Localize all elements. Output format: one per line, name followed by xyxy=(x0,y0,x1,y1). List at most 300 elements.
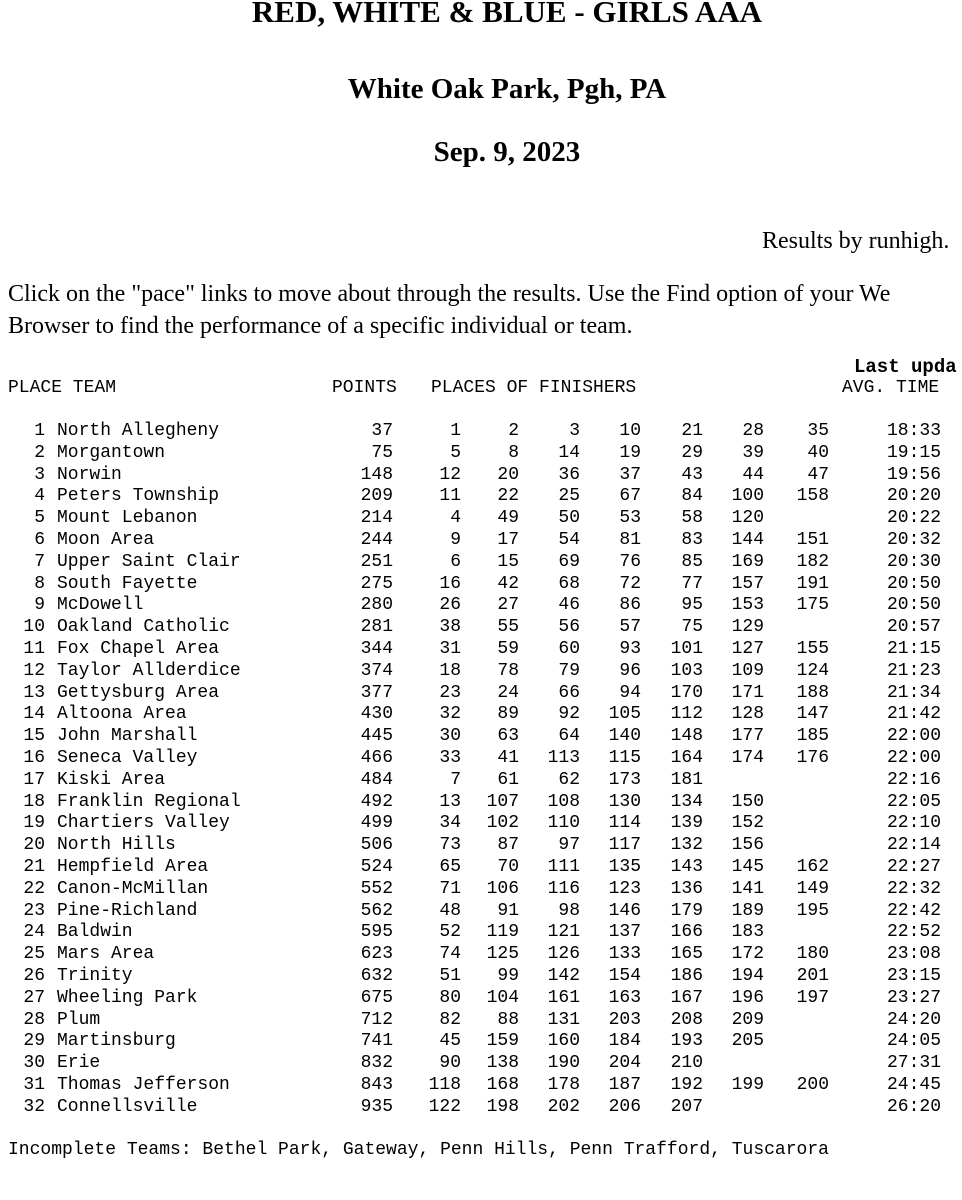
finisher-place: 192 xyxy=(670,1074,703,1095)
finisher-place: 159 xyxy=(486,1031,519,1052)
team-name: John Marshall xyxy=(57,726,198,747)
finisher-place: 80 xyxy=(439,987,461,1008)
team-points: 623 xyxy=(360,944,393,965)
team-place: 12 xyxy=(23,660,45,681)
team-points: 214 xyxy=(360,508,393,529)
team-name: Connellsville xyxy=(57,1096,198,1117)
team-place: 22 xyxy=(23,878,45,899)
finisher-place: 206 xyxy=(608,1096,641,1117)
team-points: 595 xyxy=(360,922,393,943)
finisher-place: 19 xyxy=(619,442,641,463)
finisher-place: 15 xyxy=(497,551,519,572)
finisher-place: 31 xyxy=(439,638,461,659)
finisher-place: 62 xyxy=(558,769,580,790)
team-avg-time: 22:00 xyxy=(886,726,941,747)
finisher-place: 23 xyxy=(439,682,461,703)
finisher-place: 38 xyxy=(439,617,461,638)
team-avg-time: 21:23 xyxy=(886,660,941,681)
table-row xyxy=(0,879,962,901)
instructions xyxy=(8,278,962,342)
table-row xyxy=(0,1097,962,1119)
team-name: Martinsburg xyxy=(57,1031,176,1052)
team-place: 17 xyxy=(23,769,45,790)
team-place: 27 xyxy=(23,987,45,1008)
finisher-place: 29 xyxy=(681,442,703,463)
finisher-place: 12 xyxy=(439,464,461,485)
finisher-place: 13 xyxy=(439,791,461,812)
finisher-place: 57 xyxy=(619,617,641,638)
finisher-place: 7 xyxy=(450,769,461,790)
finisher-place: 98 xyxy=(558,900,580,921)
finisher-place: 3 xyxy=(569,421,580,441)
table-row xyxy=(0,901,962,923)
finisher-place: 49 xyxy=(497,508,519,529)
team-avg-time: 23:27 xyxy=(886,987,941,1008)
finisher-place: 190 xyxy=(547,1053,580,1074)
finisher-place: 95 xyxy=(681,595,703,616)
finisher-place: 196 xyxy=(731,987,764,1008)
finisher-place: 109 xyxy=(731,660,764,681)
finisher-place: 124 xyxy=(796,660,829,681)
finisher-place: 135 xyxy=(608,856,641,877)
finisher-place: 104 xyxy=(486,987,519,1008)
table-row xyxy=(0,770,962,792)
finisher-place: 27 xyxy=(497,595,519,616)
table-row xyxy=(0,574,962,596)
finisher-place: 138 xyxy=(486,1053,519,1074)
finisher-place: 147 xyxy=(796,704,829,725)
team-points: 430 xyxy=(360,704,393,725)
team-place: 6 xyxy=(34,529,45,550)
team-points: 632 xyxy=(360,965,393,986)
instructions-line-2: Browser to find the performance of a specific individual or team. xyxy=(8,313,633,339)
finisher-place: 88 xyxy=(497,1009,519,1030)
table-row xyxy=(0,486,962,508)
finisher-place: 182 xyxy=(796,551,829,572)
team-avg-time: 19:56 xyxy=(886,464,941,485)
finisher-place: 100 xyxy=(731,486,764,507)
team-name: South Fayette xyxy=(57,573,198,594)
finisher-place: 64 xyxy=(558,726,580,747)
team-points: 209 xyxy=(360,486,393,507)
finisher-place: 179 xyxy=(670,900,703,921)
team-avg-time: 20:30 xyxy=(886,551,941,572)
finisher-place: 123 xyxy=(608,878,641,899)
finisher-place: 89 xyxy=(497,704,519,725)
team-place: 8 xyxy=(34,573,45,594)
team-points: 712 xyxy=(360,1009,393,1030)
finisher-place: 146 xyxy=(608,900,641,921)
finisher-place: 191 xyxy=(796,573,829,594)
finisher-place: 145 xyxy=(731,856,764,877)
team-name: Oakland Catholic xyxy=(57,617,230,638)
finisher-place: 77 xyxy=(681,573,703,594)
table-row xyxy=(0,530,962,552)
finisher-place: 11 xyxy=(439,486,461,507)
column-header-avg-time: AVG. TIME xyxy=(842,378,940,398)
team-points: 466 xyxy=(360,747,393,768)
finisher-place: 58 xyxy=(681,508,703,529)
team-avg-time: 27:31 xyxy=(886,1053,941,1074)
finisher-place: 34 xyxy=(439,813,461,834)
incomplete-teams: Incomplete Teams: Bethel Park, Gateway, Penn Hills, Penn Trafford, Tuscarora xyxy=(8,1140,829,1160)
team-points: 445 xyxy=(360,726,393,747)
team-points: 562 xyxy=(360,900,393,921)
team-avg-time: 22:14 xyxy=(886,835,941,856)
column-header-points: POINTS xyxy=(332,378,397,398)
team-points: 374 xyxy=(360,660,393,681)
finisher-place: 163 xyxy=(608,987,641,1008)
team-place: 14 xyxy=(23,704,45,725)
finisher-place: 76 xyxy=(619,551,641,572)
table-row xyxy=(0,1053,962,1075)
finisher-place: 60 xyxy=(558,638,580,659)
finisher-place: 39 xyxy=(742,442,764,463)
team-name: Mount Lebanon xyxy=(57,508,198,529)
team-points: 832 xyxy=(360,1053,393,1074)
team-points: 506 xyxy=(360,835,393,856)
team-avg-time: 23:15 xyxy=(886,965,941,986)
team-place: 30 xyxy=(23,1053,45,1074)
finisher-place: 155 xyxy=(796,638,829,659)
finisher-place: 65 xyxy=(439,856,461,877)
finisher-place: 122 xyxy=(428,1096,461,1117)
finisher-place: 166 xyxy=(670,922,703,943)
team-points: 251 xyxy=(360,551,393,572)
team-avg-time: 22:16 xyxy=(886,769,941,790)
finisher-place: 158 xyxy=(796,486,829,507)
finisher-place: 56 xyxy=(558,617,580,638)
finisher-place: 40 xyxy=(807,442,829,463)
finisher-place: 113 xyxy=(547,747,580,768)
finisher-place: 69 xyxy=(558,551,580,572)
finisher-place: 181 xyxy=(670,769,703,790)
finisher-place: 103 xyxy=(670,660,703,681)
team-name: Peters Township xyxy=(57,486,220,507)
team-avg-time: 21:15 xyxy=(886,638,941,659)
team-avg-time: 22:10 xyxy=(886,813,941,834)
finisher-place: 169 xyxy=(731,551,764,572)
finisher-place: 137 xyxy=(608,922,641,943)
team-place: 24 xyxy=(23,922,45,943)
team-name: Plum xyxy=(57,1009,101,1030)
finisher-place: 101 xyxy=(670,638,703,659)
finisher-place: 162 xyxy=(796,856,829,877)
finisher-place: 41 xyxy=(497,747,519,768)
table-row xyxy=(0,421,962,443)
finisher-place: 84 xyxy=(681,486,703,507)
team-place: 29 xyxy=(23,1031,45,1052)
table-row xyxy=(0,508,962,530)
table-row xyxy=(0,835,962,857)
team-name: Altoona Area xyxy=(57,704,187,725)
finisher-place: 59 xyxy=(497,638,519,659)
finisher-place: 111 xyxy=(547,856,580,877)
team-place: 26 xyxy=(23,965,45,986)
finisher-place: 186 xyxy=(670,965,703,986)
team-avg-time: 20:32 xyxy=(886,529,941,550)
team-avg-time: 21:42 xyxy=(886,704,941,725)
finisher-place: 154 xyxy=(608,965,641,986)
team-points: 675 xyxy=(360,987,393,1008)
finisher-place: 164 xyxy=(670,747,703,768)
team-name: Wheeling Park xyxy=(57,987,198,1008)
team-avg-time: 22:42 xyxy=(886,900,941,921)
team-place: 1 xyxy=(34,421,45,441)
finisher-place: 5 xyxy=(450,442,461,463)
finisher-place: 207 xyxy=(670,1096,703,1117)
team-points: 935 xyxy=(360,1096,393,1117)
finisher-place: 52 xyxy=(439,922,461,943)
team-place: 11 xyxy=(23,638,45,659)
finisher-place: 16 xyxy=(439,573,461,594)
team-points: 281 xyxy=(360,617,393,638)
finisher-place: 209 xyxy=(731,1009,764,1030)
team-avg-time: 20:50 xyxy=(886,573,941,594)
finisher-place: 188 xyxy=(796,682,829,703)
team-avg-time: 22:32 xyxy=(886,878,941,899)
finisher-place: 54 xyxy=(558,529,580,550)
team-place: 18 xyxy=(23,791,45,812)
team-place: 28 xyxy=(23,1009,45,1030)
team-name: Thomas Jefferson xyxy=(57,1074,230,1095)
finisher-place: 165 xyxy=(670,944,703,965)
finisher-place: 28 xyxy=(742,421,764,441)
team-points: 275 xyxy=(360,573,393,594)
finisher-place: 20 xyxy=(497,464,519,485)
team-place: 3 xyxy=(34,464,45,485)
team-place: 2 xyxy=(34,442,45,463)
team-place: 23 xyxy=(23,900,45,921)
finisher-place: 170 xyxy=(670,682,703,703)
team-name: Hempfield Area xyxy=(57,856,209,877)
team-name: Norwin xyxy=(57,464,122,485)
finisher-place: 126 xyxy=(547,944,580,965)
finisher-place: 2 xyxy=(508,421,519,441)
table-row xyxy=(0,683,962,705)
team-avg-time: 22:05 xyxy=(886,791,941,812)
team-name: Pine-Richland xyxy=(57,900,198,921)
team-points: 741 xyxy=(360,1031,393,1052)
table-row xyxy=(0,792,962,814)
table-row xyxy=(0,1010,962,1032)
finisher-place: 130 xyxy=(608,791,641,812)
team-points: 280 xyxy=(360,595,393,616)
finisher-place: 47 xyxy=(807,464,829,485)
finisher-place: 30 xyxy=(439,726,461,747)
table-row xyxy=(0,944,962,966)
finisher-place: 194 xyxy=(731,965,764,986)
finisher-place: 83 xyxy=(681,529,703,550)
finisher-place: 134 xyxy=(670,791,703,812)
team-points: 552 xyxy=(360,878,393,899)
finisher-place: 74 xyxy=(439,944,461,965)
finisher-place: 61 xyxy=(497,769,519,790)
team-avg-time: 20:20 xyxy=(886,486,941,507)
table-row xyxy=(0,966,962,988)
finisher-place: 4 xyxy=(450,508,461,529)
finisher-place: 50 xyxy=(558,508,580,529)
team-points: 75 xyxy=(371,442,393,463)
table-row xyxy=(0,639,962,661)
finisher-place: 51 xyxy=(439,965,461,986)
finisher-place: 143 xyxy=(670,856,703,877)
finisher-place: 87 xyxy=(497,835,519,856)
table-row xyxy=(0,704,962,726)
finisher-place: 180 xyxy=(796,944,829,965)
finisher-place: 66 xyxy=(558,682,580,703)
page-title: RED, WHITE & BLUE - GIRLS AAA xyxy=(251,0,763,29)
finisher-place: 131 xyxy=(547,1009,580,1030)
table-row xyxy=(0,988,962,1010)
finisher-place: 201 xyxy=(796,965,829,986)
team-place: 9 xyxy=(34,595,45,616)
finisher-place: 55 xyxy=(497,617,519,638)
finisher-place: 81 xyxy=(619,529,641,550)
finisher-place: 73 xyxy=(439,835,461,856)
instructions-line-1: Click on the "pace" links to move about through the results. Use the Find option of your We xyxy=(8,281,891,307)
finisher-place: 148 xyxy=(670,726,703,747)
finisher-place: 144 xyxy=(731,529,764,550)
finisher-place: 176 xyxy=(796,747,829,768)
finisher-place: 37 xyxy=(619,464,641,485)
finisher-place: 183 xyxy=(731,922,764,943)
finisher-place: 204 xyxy=(608,1053,641,1074)
finisher-place: 26 xyxy=(439,595,461,616)
finisher-place: 198 xyxy=(486,1096,519,1117)
finisher-place: 193 xyxy=(670,1031,703,1052)
finisher-place: 121 xyxy=(547,922,580,943)
finisher-place: 75 xyxy=(681,617,703,638)
finisher-place: 177 xyxy=(731,726,764,747)
finisher-place: 85 xyxy=(681,551,703,572)
team-points: 37 xyxy=(371,421,393,441)
finisher-place: 151 xyxy=(796,529,829,550)
finisher-place: 18 xyxy=(439,660,461,681)
finisher-place: 120 xyxy=(731,508,764,529)
finisher-place: 71 xyxy=(439,878,461,899)
team-name: McDowell xyxy=(57,595,144,616)
team-points: 484 xyxy=(360,769,393,790)
finisher-place: 72 xyxy=(619,573,641,594)
team-name: Erie xyxy=(57,1053,101,1074)
table-row xyxy=(0,1031,962,1053)
finisher-place: 118 xyxy=(428,1074,461,1095)
team-avg-time: 24:45 xyxy=(886,1074,941,1095)
finisher-place: 114 xyxy=(608,813,641,834)
team-place: 32 xyxy=(23,1096,45,1117)
finisher-place: 178 xyxy=(547,1074,580,1095)
table-row xyxy=(0,857,962,879)
finisher-place: 42 xyxy=(497,573,519,594)
team-place: 31 xyxy=(23,1074,45,1095)
team-avg-time: 24:05 xyxy=(886,1031,941,1052)
finisher-place: 161 xyxy=(547,987,580,1008)
finisher-place: 93 xyxy=(619,638,641,659)
finisher-place: 94 xyxy=(619,682,641,703)
team-name: Canon-McMillan xyxy=(57,878,209,899)
finisher-place: 149 xyxy=(796,878,829,899)
table-row xyxy=(0,1075,962,1097)
team-points: 377 xyxy=(360,682,393,703)
finisher-place: 117 xyxy=(608,835,641,856)
team-points: 344 xyxy=(360,638,393,659)
team-place: 5 xyxy=(34,508,45,529)
team-name: North Hills xyxy=(57,835,176,856)
finisher-place: 79 xyxy=(558,660,580,681)
finisher-place: 21 xyxy=(681,421,703,441)
team-place: 20 xyxy=(23,835,45,856)
finisher-place: 22 xyxy=(497,486,519,507)
finisher-place: 86 xyxy=(619,595,641,616)
table-row xyxy=(0,726,962,748)
table-row xyxy=(0,922,962,944)
team-avg-time: 20:50 xyxy=(886,595,941,616)
team-place: 7 xyxy=(34,551,45,572)
team-name: Baldwin xyxy=(57,922,133,943)
table-row xyxy=(0,465,962,487)
finisher-place: 90 xyxy=(439,1053,461,1074)
finisher-place: 167 xyxy=(670,987,703,1008)
team-name: Seneca Valley xyxy=(57,747,198,768)
team-name: Franklin Regional xyxy=(57,791,241,812)
finisher-place: 24 xyxy=(497,682,519,703)
finisher-place: 32 xyxy=(439,704,461,725)
team-avg-time: 24:20 xyxy=(886,1009,941,1030)
finisher-place: 96 xyxy=(619,660,641,681)
finisher-place: 110 xyxy=(547,813,580,834)
table-row xyxy=(0,748,962,770)
finisher-place: 97 xyxy=(558,835,580,856)
team-avg-time: 26:20 xyxy=(886,1096,941,1117)
table-row xyxy=(0,813,962,835)
finisher-place: 184 xyxy=(608,1031,641,1052)
finisher-place: 199 xyxy=(731,1074,764,1095)
finisher-place: 44 xyxy=(742,464,764,485)
team-points: 843 xyxy=(360,1074,393,1095)
finisher-place: 200 xyxy=(796,1074,829,1095)
meet-venue: White Oak Park, Pgh, PA xyxy=(347,73,667,105)
finisher-place: 78 xyxy=(497,660,519,681)
column-header-places: PLACES OF FINISHERS xyxy=(431,378,637,398)
team-avg-time: 22:27 xyxy=(886,856,941,877)
last-updated-label: Last upda xyxy=(854,356,957,378)
column-header-place-team: PLACE TEAM xyxy=(8,378,117,398)
finisher-place: 174 xyxy=(731,747,764,768)
team-points: 524 xyxy=(360,856,393,877)
finisher-place: 116 xyxy=(547,878,580,899)
finisher-place: 157 xyxy=(731,573,764,594)
finisher-place: 127 xyxy=(731,638,764,659)
finisher-place: 106 xyxy=(486,878,519,899)
team-place: 4 xyxy=(34,486,45,507)
finisher-place: 92 xyxy=(558,704,580,725)
team-avg-time: 18:33 xyxy=(886,421,941,441)
table-row xyxy=(0,617,962,639)
team-avg-time: 21:34 xyxy=(886,682,941,703)
team-place: 13 xyxy=(23,682,45,703)
finisher-place: 33 xyxy=(439,747,461,768)
team-place: 25 xyxy=(23,944,45,965)
finisher-place: 203 xyxy=(608,1009,641,1030)
results-credit: Results by runhigh. xyxy=(762,228,950,254)
finisher-place: 156 xyxy=(731,835,764,856)
finisher-place: 67 xyxy=(619,486,641,507)
team-avg-time: 20:57 xyxy=(886,617,941,638)
finisher-place: 208 xyxy=(670,1009,703,1030)
finisher-place: 125 xyxy=(486,944,519,965)
team-name: Upper Saint Clair xyxy=(57,551,241,572)
